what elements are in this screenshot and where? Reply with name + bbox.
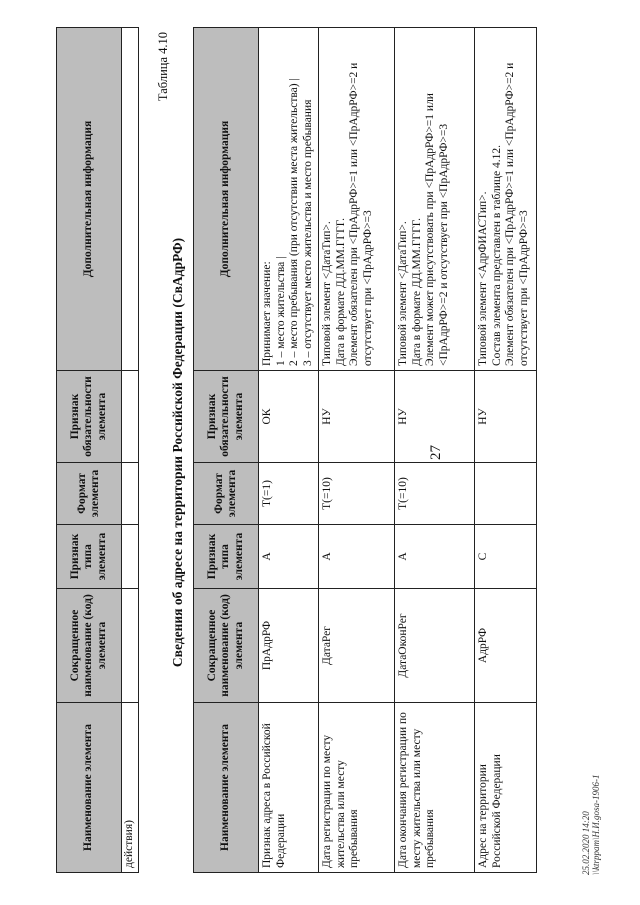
info-line: Типовой элемент <ДатаТип>.: [397, 221, 409, 366]
table-row: [395, 28, 475, 873]
info-line: Типовой элемент <ДатаТип>.: [321, 221, 333, 366]
cell-format: [475, 463, 537, 525]
cell-format: Т(=10): [395, 463, 475, 525]
table-row: [475, 28, 537, 873]
header-type: Признак типа элемента: [194, 525, 259, 589]
header-name: Наименование элемента: [194, 703, 259, 873]
header-type: Признак типа элемента: [57, 525, 122, 589]
header-name: Наименование элемента: [57, 703, 122, 873]
cell-format: Т(=10): [319, 463, 395, 525]
main-table: [193, 27, 537, 873]
info-line: Состав элемента представлен в таблице 4.12.: [490, 144, 503, 366]
table-row: [259, 28, 319, 873]
footer-path: \\ktrppam\Н.И.gosa-1906-1: [590, 774, 601, 875]
info-line: Принимает значение:: [261, 261, 273, 366]
continuation-cell: действия): [122, 703, 139, 873]
cell-info: [475, 28, 537, 371]
cell-type: А: [259, 525, 319, 589]
header-required: Признак обязательности элемента: [57, 371, 122, 463]
cell-name: Дата регистрации по месту жительства или месту пребывания: [319, 703, 395, 873]
page-number: 27: [428, 445, 444, 460]
cell-required: ОК: [259, 371, 319, 463]
cell-name: Дата окончания регистрации по месту жительства или месту пребывания: [395, 703, 475, 873]
header-required: Признак обязательности элемента: [194, 371, 259, 463]
cell-type: А: [395, 525, 475, 589]
header-code: Сокращенное наименование (код) элемента: [57, 589, 122, 703]
header-format: Формат элемента: [57, 463, 122, 525]
header-info: Дополнительная информация: [57, 28, 122, 371]
table-header-row: [57, 28, 122, 873]
table-row: [319, 28, 395, 873]
info-line: 2 – место пребывания (при отсутствии места жительства) |: [288, 78, 301, 366]
footer-note: [582, 775, 602, 876]
footer-timestamp: 25.02.2020 14:20: [581, 811, 591, 875]
header-info: Дополнительная информация: [194, 28, 259, 371]
cell-info: [319, 28, 395, 371]
cell-code: АдрРФ: [475, 589, 537, 703]
info-line: Элемент обязателен при <ПрАдрРФ>=1 или <ПрАдрРФ>=2 и отсутствует при <ПрАдрРФ>=3: [504, 62, 530, 366]
info-line: 1 – место жительства |: [274, 256, 287, 366]
cell-type: С: [475, 525, 537, 589]
continuation-table: [56, 27, 139, 873]
table-title: Сведения об адресе на территории Российской Федерации (СвАдрРФ): [170, 237, 185, 668]
cell-required: НУ: [475, 371, 537, 463]
cell-code: ПрАдрРФ: [259, 589, 319, 703]
info-line: 3 – отсутствует место жительства и место пребывания: [301, 99, 314, 366]
cell-name: Адрес на территории Российской Федерации: [475, 703, 537, 873]
cell-required: НУ: [319, 371, 395, 463]
table-row: [122, 28, 139, 873]
info-line: Элемент обязателен при <ПрАдрРФ>=1 или <ПрАдрРФ>=2 и отсутствует при <ПрАдрРФ>=3: [348, 62, 374, 366]
header-format: Формат элемента: [194, 463, 259, 525]
cell-name: Признак адреса в Российской Федерации: [259, 703, 319, 873]
header-code: Сокращенное наименование (код) элемента: [194, 589, 259, 703]
cell-format: Т(=1): [259, 463, 319, 525]
info-line: Типовой элемент <АдрФИАСТип>.: [477, 191, 489, 366]
table-header-row: [194, 28, 259, 873]
cell-code: ДатаОконРег: [395, 589, 475, 703]
cell-required: НУ: [395, 371, 475, 463]
table-caption: Таблица 4.10: [156, 32, 170, 102]
cell-code: ДатаРег: [319, 589, 395, 703]
cell-info: [395, 28, 475, 371]
info-line: Элемент может присутствовать при <ПрАдрРФ>=1 или <ПрАдрРФ>=2 и отсутствует при <ПрАдрРФ>=3: [424, 93, 450, 366]
info-line: Дата в формате ДД.ММ.ГГГГ.: [410, 218, 423, 366]
info-line: Дата в формате ДД.ММ.ГГГГ.: [334, 218, 347, 366]
cell-info: [259, 28, 319, 371]
cell-type: А: [319, 525, 395, 589]
